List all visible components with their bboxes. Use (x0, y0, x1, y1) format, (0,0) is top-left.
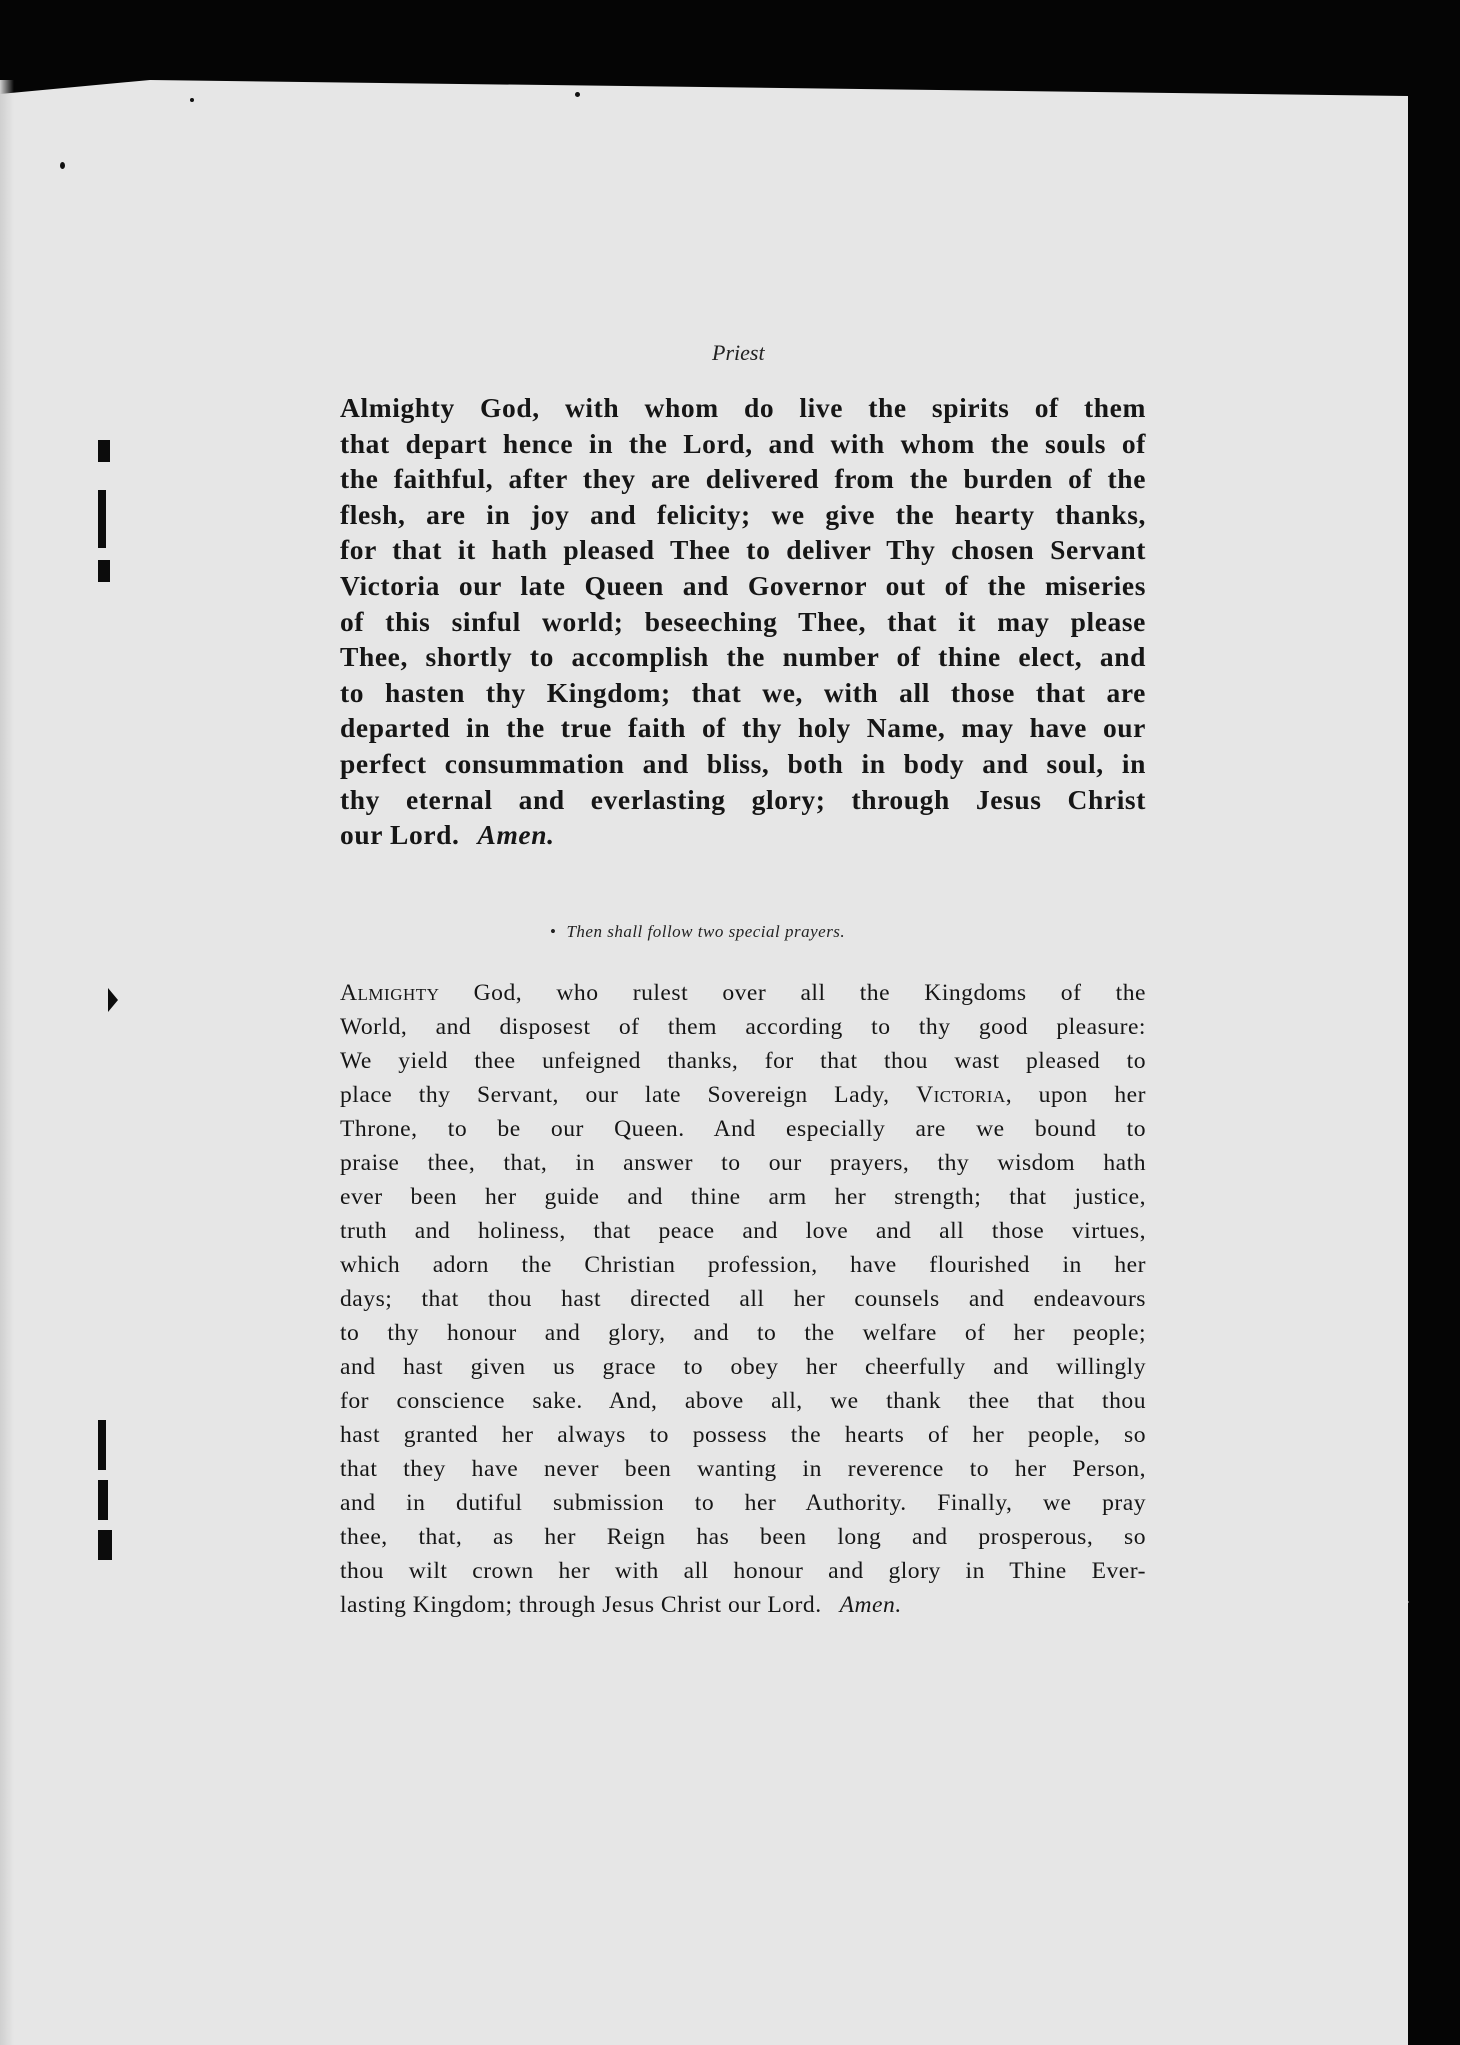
text-line (340, 1588, 1146, 1622)
text-line (340, 817, 1146, 853)
text-line (340, 976, 1146, 1010)
text-line (340, 1078, 1146, 1112)
text-line: ever been her guide and thine arm her strength; that justice, (340, 1184, 1146, 1210)
text-segment: place thy Servant, our late Sovereign Lady, (340, 1082, 890, 1108)
text-line: and hast given us grace to obey her cheerfully and willingly (340, 1354, 1146, 1380)
text-line: thy eternal and everlasting glory; through Jesus Christ (340, 783, 1146, 815)
text-line: Victoria our late Queen and Governor out of the miseries (340, 569, 1146, 601)
binding-mark (98, 1480, 108, 1520)
prayer-for-the-queen (340, 976, 1146, 1622)
text-segment: , upon her (1005, 1082, 1146, 1108)
text-line: and in dutiful submission to her Authority. Finally, we pray (340, 1490, 1146, 1516)
text-segment: God, who rulest over all the Kingdoms of the (439, 980, 1146, 1006)
text-line: perfect consummation and bliss, both in body and soul, in (340, 747, 1146, 779)
text-line: the faithful, after they are delivered from the burden of the (340, 463, 1146, 495)
text-line: thee, that, as her Reign has been long and prosperous, so (340, 1524, 1146, 1550)
text-line: flesh, are in joy and felicity; we give the hearty thanks, (340, 498, 1146, 530)
text-line: truth and holiness, that peace and love and all those virtues, (340, 1218, 1146, 1244)
amen-text: Amen. (839, 1592, 902, 1618)
binding-mark (98, 440, 110, 462)
text-segment: lasting Kingdom; through Jesus Christ our Lord. (340, 1592, 822, 1618)
text-line: World, and disposest of them according to thy good pleasure: (340, 1014, 1146, 1040)
text-line: praise thee, that, in answer to our prayers, thy wisdom hath (340, 1150, 1146, 1176)
speaker-label: Priest (712, 340, 765, 365)
scan-speck (190, 98, 194, 102)
queen-name: Victoria (916, 1082, 1006, 1108)
text-line: Almighty God, with whom do live the spirits of them (340, 392, 1146, 423)
amen-text: Amen. (477, 819, 555, 851)
scan-speck (575, 92, 580, 97)
rubric-text: Then shall follow two special prayers. (566, 922, 846, 941)
text-line: departed in the true faith of thy holy Name, may have our (340, 712, 1146, 744)
scan-speck (60, 162, 65, 169)
text-line: that they have never been wanting in reverence to her Person, (340, 1456, 1146, 1482)
text-line: which adorn the Christian profession, have flourished in her (340, 1252, 1146, 1278)
text-line: for conscience sake. And, above all, we thank thee that thou (340, 1388, 1146, 1414)
text-line: hast granted her always to possess the hearts of her people, so (340, 1422, 1146, 1448)
initial-word: Almighty (340, 980, 440, 1006)
binding-mark (98, 490, 106, 548)
text-line: to hasten thy Kingdom; that we, with all those that are (340, 676, 1146, 708)
text-line: We yield thee unfeigned thanks, for that thou wast pleased to (340, 1048, 1146, 1074)
binding-mark (98, 1420, 106, 1470)
binding-mark (98, 1530, 112, 1560)
text-line: of this sinful world; beseeching Thee, that it may please (340, 605, 1146, 637)
text-line: to thy honour and glory, and to the welfare of her people; (340, 1320, 1146, 1346)
text-line: Thee, shortly to accomplish the number of thine elect, and (340, 641, 1146, 673)
binding-mark (98, 560, 110, 582)
rubric-instruction (550, 922, 845, 942)
text-line: Throne, to be our Queen. And especially are we bound to (340, 1116, 1146, 1142)
text-segment: our Lord. (340, 819, 460, 851)
page-edge-shadow (0, 80, 14, 2045)
bullet-icon: • (550, 922, 557, 941)
binding-arrow-icon (1395, 1590, 1409, 1614)
text-line: thou wilt crown her with all honour and glory in Thine Ever- (340, 1558, 1146, 1584)
text-line: that depart hence in the Lord, and with whom the souls of (340, 427, 1146, 459)
text-line: for that it hath pleased Thee to deliver Thy chosen Servant (340, 534, 1146, 566)
text-line: days; that thou hast directed all her counsels and endeavours (340, 1286, 1146, 1312)
binding-arrow-icon (108, 988, 118, 1012)
prayer-of-thanksgiving (340, 390, 1146, 853)
